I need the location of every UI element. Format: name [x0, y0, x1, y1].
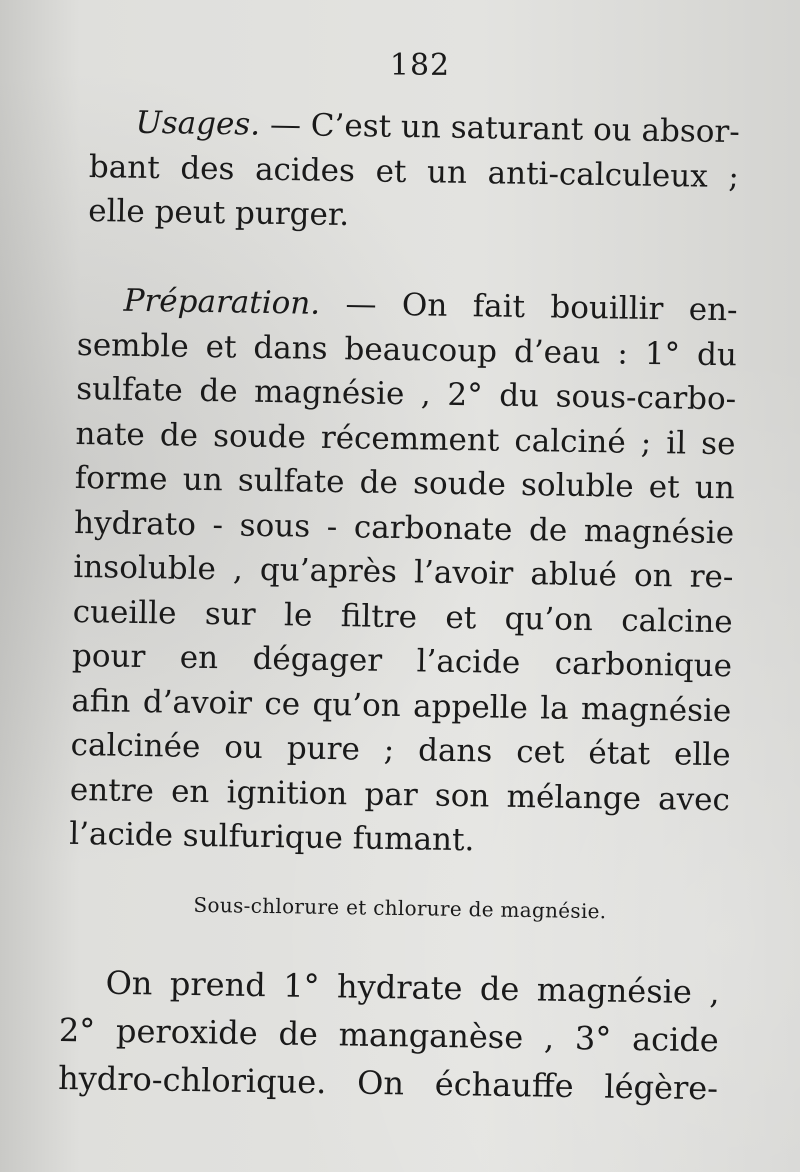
text-line: semble et dans beaucoup d’eau : 1° du	[76, 326, 738, 373]
text-line: l’acide sulfurique fumant.	[68, 815, 475, 859]
paragraph-preparation	[69, 278, 738, 867]
section-label-usages: Usages.	[135, 104, 261, 143]
text-line: sulfate de magnésie , 2° du sous-carbo-	[75, 370, 737, 418]
paragraph-usages	[88, 100, 740, 244]
section-heading: Sous-chlorure et chlorure de magnésie.	[193, 892, 607, 924]
text-line: elle peut purger.	[87, 192, 350, 234]
paragraph-chlorure	[58, 958, 720, 1112]
text-line: hydrato - sous - carbonate de magnésie	[73, 504, 735, 551]
text-line: afin d’avoir ce qu’on appelle la magnésie	[71, 682, 732, 729]
text-line: forme un sulfate de soude soluble et un	[74, 459, 736, 507]
section-label-preparation: Préparation.	[123, 282, 321, 322]
text-line: 2° peroxide de manganèse , 3° acide	[58, 1010, 720, 1060]
text-line: entre en ignition par son mélange avec	[69, 771, 731, 818]
text-line: calcinée ou pure ; dans cet état elle	[70, 726, 731, 774]
text-line: cueille sur le filtre et qu’on calcine	[72, 593, 733, 640]
text-line: Préparation. — On fait bouillir en-	[123, 282, 738, 329]
text-line: pour en dégager l’acide carbonique	[71, 637, 733, 685]
text-line: nate de soude récemment calciné ; il se	[75, 415, 736, 462]
text-line: insoluble , qu’après l’avoir ablué on re-	[73, 548, 734, 596]
text-line: hydro-chlorique. On échauffe légère-	[57, 1058, 719, 1108]
text-line: Usages. — C’est un saturant ou absor-	[135, 104, 741, 151]
text-line: bant des acides et un anti-calculeux ;	[88, 148, 740, 195]
text-line: On prend 1° hydrate de magnésie ,	[105, 963, 720, 1012]
page-number: 182	[389, 48, 451, 83]
